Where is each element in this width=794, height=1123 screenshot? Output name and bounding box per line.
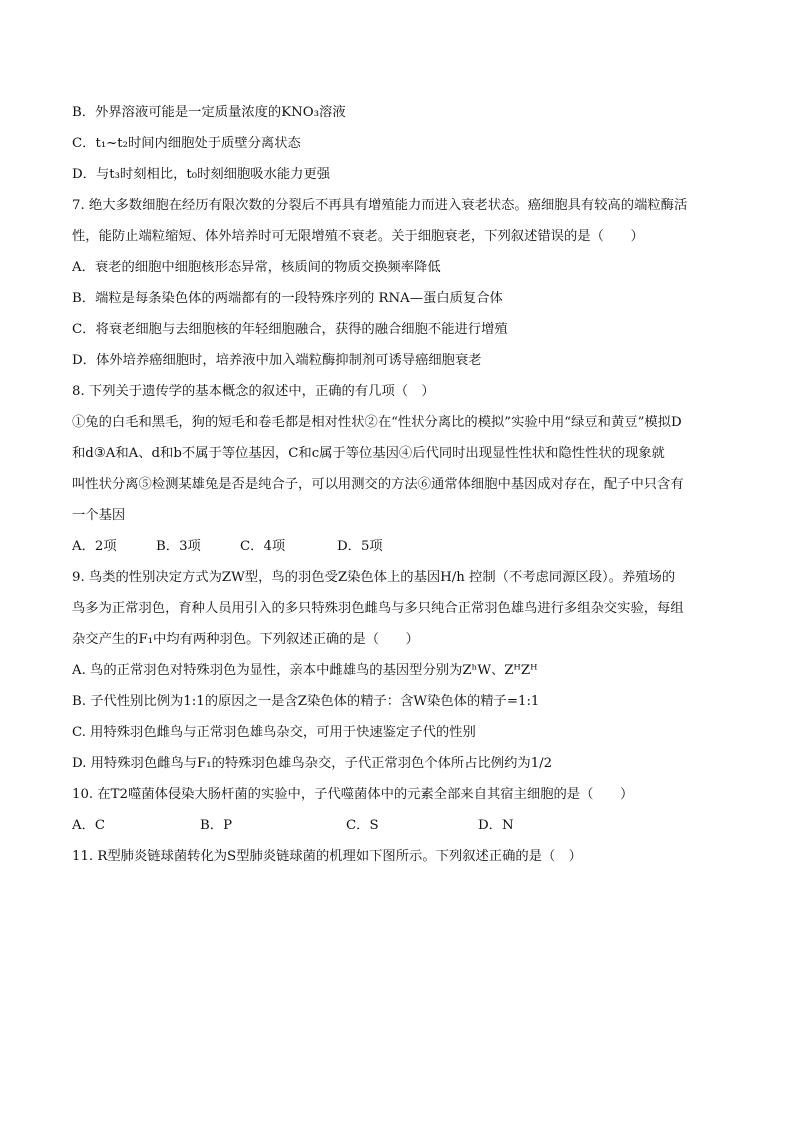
q6-option-b: B．外界溶液可能是一定质量浓度的KNO₃溶液 <box>72 105 346 120</box>
q8-body-line-1: ①兔的白毛和黑毛，狗的短毛和卷毛都是相对性状②在“性状分离比的模拟”实验中用“绿豆和黄豆”模拟D <box>72 415 682 430</box>
q7-stem-line-1: 7. 绝大多数细胞在经历有限次数的分裂后不再具有增殖能力而进入衰老状态。癌细胞具有较高的端粒酶活 <box>72 198 688 213</box>
q10-option-d: D．N <box>478 818 514 833</box>
q11-stem: 11. R型肺炎链球菌转化为S型肺炎链球菌的机理如下图所示。下列叙述正确的是（ ） <box>72 849 582 864</box>
q10-option-a: A．C <box>72 818 106 833</box>
q8-stem: 8. 下列关于遗传学的基本概念的叙述中，正确的有几项（ ） <box>72 384 435 399</box>
q8-option-c: C．4项 <box>240 539 286 554</box>
q6-option-d: D．与t₃时刻相比，t₀时刻细胞吸水能力更强 <box>72 167 331 182</box>
q8-option-d: D．5项 <box>337 539 383 554</box>
q10-option-b: B．P <box>200 818 233 833</box>
q8-body-line-4: 一个基因 <box>72 508 126 523</box>
q9-option-c: C. 用特殊羽色雌鸟与正常羽色雄鸟杂交，可用于快速鉴定子代的性别 <box>72 725 476 740</box>
q9-stem-line-2: 鸟多为正常羽色，育种人员用引入的多只特殊羽色雌鸟与多只纯合正常羽色雄鸟进行多组杂交实验，每组 <box>72 601 684 616</box>
q10-stem: 10. 在T2噬菌体侵染大肠杆菌的实验中，子代噬菌体中的元素全部来自其宿主细胞的是（ ） <box>72 787 634 802</box>
q8-body-line-3: 叫性状分离⑤检测某雄兔是否是纯合子，可以用测交的方法⑥通常体细胞中基因成对存在，配子中只含有 <box>72 477 684 492</box>
q6-option-c: C．t₁~t₂时间内细胞处于质壁分离状态 <box>72 136 301 151</box>
q9-stem-line-3: 杂交产生的F₁中均有两种羽色。下列叙述正确的是（ ） <box>72 632 419 647</box>
q7-option-a: A．衰老的细胞中细胞核形态异常，核质间的物质交换频率降低 <box>72 260 441 275</box>
q9-option-d: D. 用特殊羽色雌鸟与F₁的特殊羽色雄鸟杂交，子代正常羽色个体所占比例约为1/2 <box>72 756 553 771</box>
q10-option-c: C．S <box>346 818 379 833</box>
q8-option-b: B．3项 <box>156 539 201 554</box>
q7-option-c: C．将衰老细胞与去细胞核的年轻细胞融合，获得的融合细胞不能进行增殖 <box>72 322 508 337</box>
q8-option-a: A．2项 <box>72 539 117 554</box>
q8-body-line-2: 和d③A和A、d和b不属于等位基因，C和c属于等位基因④后代同时出现显性性状和隐性性状的现象就 <box>72 446 665 461</box>
q7-stem-line-2: 性，能防止端粒缩短、体外培养时可无限增殖不衰老。关于细胞衰老，下列叙述错误的是（ ） <box>72 229 644 244</box>
q9-option-b: B. 子代性别比例为1:1的原因之一是含Z染色体的精子：含W染色体的精子=1:1 <box>72 694 540 709</box>
q7-option-b: B．端粒是每条染色体的两端都有的一段特殊序列的 RNA—蛋白质复合体 <box>72 291 503 306</box>
q9-stem-line-1: 9. 鸟类的性别决定方式为ZW型，鸟的羽色受Z染色体上的基因H/h 控制（不考虑同源区段）。养殖场的 <box>72 570 676 585</box>
q9-option-a: A. 鸟的正常羽色对特殊羽色为显性，亲本中雌雄鸟的基因型分别为ZʰW、ZᴴZᴴ <box>72 663 538 678</box>
q7-option-d: D．体外培养癌细胞时，培养液中加入端粒酶抑制剂可诱导癌细胞衰老 <box>72 353 482 368</box>
